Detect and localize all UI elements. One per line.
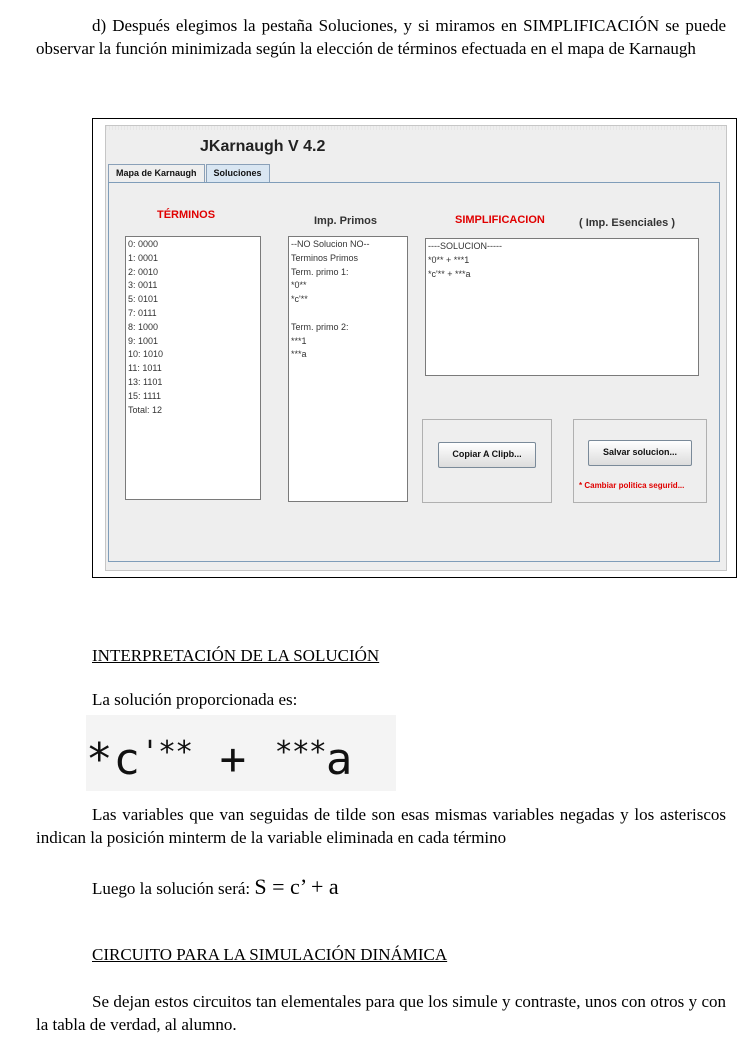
terminos-item: 7: 0111 <box>128 307 157 318</box>
terminos-item: 11: 1011 <box>128 363 162 374</box>
save-frame <box>573 419 707 503</box>
heading-circuito: CIRCUITO PARA LA SIMULACIÓN DINÁMICA <box>92 945 448 964</box>
terminos-item: 8: 1000 <box>128 321 159 332</box>
terminos-item: 9: 1001 <box>128 335 159 346</box>
primos-list[interactable] <box>288 236 408 502</box>
terminos-item: Total: 12 <box>128 404 163 415</box>
app-title: JKarnaugh V 4.2 <box>200 138 326 155</box>
terminos-item: 13: 1101 <box>128 376 163 387</box>
tab-soluciones[interactable]: Soluciones <box>206 164 270 183</box>
formula-plus: + <box>192 734 275 785</box>
final-paragraph: Se dejan estos circuitos tan elementales para que los simule y contraste, unos con otros y con la tabla de verdad, al alumno. <box>36 992 726 1034</box>
solution-formula-image <box>86 715 396 791</box>
formula-part-c: *c <box>86 734 141 785</box>
primos-item: ***a <box>291 349 307 360</box>
primos-item: Terminos Primos <box>291 252 359 263</box>
luego-line <box>92 874 339 900</box>
terminos-item: 2: 0010 <box>128 266 159 277</box>
save-solution-button[interactable]: Salvar solucion... <box>588 440 692 466</box>
tab-mapa-karnaugh[interactable]: Mapa de Karnaugh <box>108 164 205 183</box>
terminos-label: TÉRMINOS <box>157 209 216 221</box>
copy-frame <box>422 419 552 503</box>
simplificacion-item: *0** + ***1 <box>428 254 470 265</box>
terminos-list[interactable] <box>125 236 261 500</box>
primos-item: *0** <box>291 280 307 291</box>
simplificacion-list[interactable] <box>425 238 699 376</box>
terminos-item: 1: 0001 <box>128 252 159 263</box>
security-warning: * Cambiar politica segurid... <box>579 481 685 490</box>
variables-paragraph: Las variables que van seguidas de tilde son esas mismas variables negadas y los asteriscos indican la posición minterm de la variable eliminada en cada término <box>36 805 726 847</box>
simplificacion-label: SIMPLIFICACION <box>455 214 545 226</box>
simplificacion-item: *c'** + ***a <box>428 268 471 279</box>
primos-item <box>291 307 405 321</box>
tab-bar <box>108 164 271 182</box>
esenciales-label: ( Imp. Esenciales ) <box>579 217 675 229</box>
solucion-intro: La solución proporcionada es: <box>92 690 298 709</box>
formula-part-a: a <box>325 734 354 785</box>
soluciones-panel <box>108 182 720 562</box>
formula-part-stars-1: '** <box>140 735 193 770</box>
primos-label: Imp. Primos <box>314 215 377 227</box>
app-window <box>105 125 727 571</box>
terminos-item: 0: 0000 <box>128 239 159 249</box>
intro-paragraph: d) Después elegimos la pestaña Soluciones, y si miramos en SIMPLIFICACIÓN se puede observar la función minimizada según la elección de términos efectuada en el mapa de Karnaugh <box>36 16 726 58</box>
terminos-item: 10: 1010 <box>128 349 164 360</box>
simplificacion-item: ----SOLUCION----- <box>428 241 502 251</box>
primos-item: ***1 <box>291 335 307 346</box>
terminos-item: 15: 1111 <box>128 390 162 401</box>
primos-item: Term. primo 2: <box>291 321 349 332</box>
heading-interpretacion: INTERPRETACIÓN DE LA SOLUCIÓN <box>92 646 380 665</box>
terminos-item: 3: 0011 <box>128 280 158 291</box>
primos-item: --NO Solucion NO-- <box>291 239 370 249</box>
primos-item: Term. primo 1: <box>291 266 349 277</box>
luego-formula: S = c’ + a <box>254 874 339 899</box>
terminos-item: 5: 0101 <box>128 294 159 305</box>
copy-clipboard-button[interactable]: Copiar A Clipb... <box>438 442 536 468</box>
formula-part-stars-2: *** <box>274 735 326 770</box>
jkarnaugh-screenshot <box>92 118 737 578</box>
luego-prefix: Luego la solución será: <box>92 879 255 898</box>
primos-item: *c'** <box>291 294 308 305</box>
